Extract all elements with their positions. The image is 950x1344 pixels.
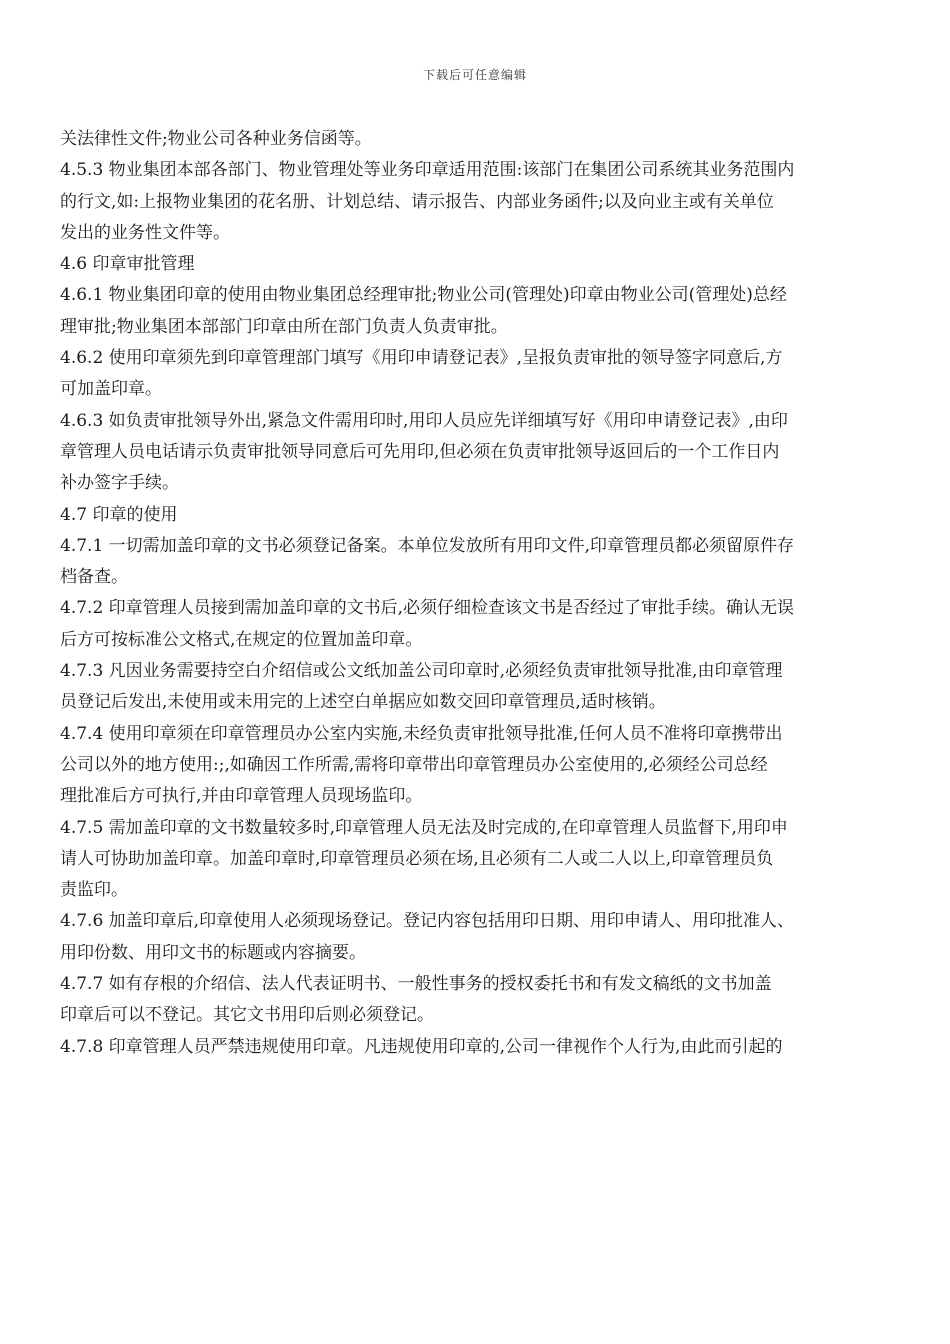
text-line: 4.7.2 印章管理人员接到需加盖印章的文书后,必须仔细检查该文书是否经过了审批手续。确认无误 (60, 598, 795, 619)
text-line: 4.7.7 如有存根的介绍信、法人代表证明书、一般性事务的授权委托书和有发文稿纸的文书加盖 (60, 974, 772, 995)
text-line: 4.7.4 使用印章须在印章管理员办公室内实施,未经负责审批领导批准,任何人员不准将印章携带出 (60, 723, 783, 744)
text-line: 员登记后发出,未使用或未用完的上述空白单据应如数交回印章管理员,适时核销。 (60, 692, 666, 713)
text-line: 印章后可以不登记。其它文书用印后则必须登记。 (60, 1005, 434, 1026)
text-line: 的行文,如:上报物业集团的花名册、计划总结、请示报告、内部业务函件;以及向业主或有关单位 (60, 191, 774, 212)
document-body (60, 124, 890, 1063)
text-line: 4.6.3 如负责审批领导外出,紧急文件需用印时,用印人员应先详细填写好《用印申请登记表》,由印 (60, 410, 788, 431)
text-line: 请人可协助加盖印章。加盖印章时,印章管理员必须在场,且必须有二人或二人以上,印章管理员负 (60, 848, 774, 869)
text-line: 4.6.2 使用印章须先到印章管理部门填写《用印申请登记表》,呈报负责审批的领导签字同意后,方 (60, 348, 783, 369)
text-line: 理批准后方可执行,并由印章管理人员现场监印。 (60, 786, 423, 807)
text-line: 公司以外的地方使用:;,如确因工作所需,需将印章带出印章管理员办公室使用的,必须经公司总经 (60, 754, 768, 775)
text-line: 章管理人员电话请示负责审批领导同意后可先用印,但必须在负责审批领导返回后的一个工作日内 (60, 441, 780, 462)
section-heading: 4.7 印章的使用 (60, 504, 178, 525)
text-line: 4.6.1 物业集团印章的使用由物业集团总经理审批;物业公司(管理处)印章由物业公司(管理处)总经 (60, 285, 787, 306)
text-line: 档备查。 (60, 567, 128, 588)
text-line: 4.7.8 印章管理人员严禁违规使用印章。凡违规使用印章的,公司一律视作个人行为,由此而引起的 (60, 1036, 783, 1057)
section-heading: 4.6 印章审批管理 (60, 254, 195, 275)
text-line: 补办签字手续。 (60, 473, 179, 494)
text-line: 4.7.6 加盖印章后,印章使用人必须现场登记。登记内容包括用印日期、用印申请人、用印批准人、 (60, 911, 795, 932)
text-line: 4.7.5 需加盖印章的文书数量较多时,印章管理人员无法及时完成的,在印章管理人员监督下,用印申 (60, 817, 788, 838)
text-line: 4.5.3 物业集团本部各部门、物业管理处等业务印章适用范围:该部门在集团公司系统其业务范围内 (60, 160, 795, 181)
text-line: 4.7.1 一切需加盖印章的文书必须登记备案。本单位发放所有用印文件,印章管理员都必须留原件存 (60, 535, 795, 556)
text-line: 后方可按标准公文格式,在规定的位置加盖印章。 (60, 629, 423, 650)
text-line: 用印份数、用印文书的标题或内容摘要。 (60, 942, 366, 963)
page-header: 下载后可任意编辑 (422, 68, 527, 82)
text-line: 关法律性文件;物业公司各种业务信函等。 (60, 129, 372, 149)
text-line: 发出的业务性文件等。 (60, 222, 230, 243)
text-line: 理审批;物业集团本部部门印章由所在部门负责人负责审批。 (60, 316, 508, 337)
text-line: 4.7.3 凡因业务需要持空白介绍信或公文纸加盖公司印章时,必须经负责审批领导批准,由印章管理 (60, 661, 783, 682)
text-line: 责监印。 (60, 880, 128, 901)
text-line: 可加盖印章。 (60, 379, 162, 400)
